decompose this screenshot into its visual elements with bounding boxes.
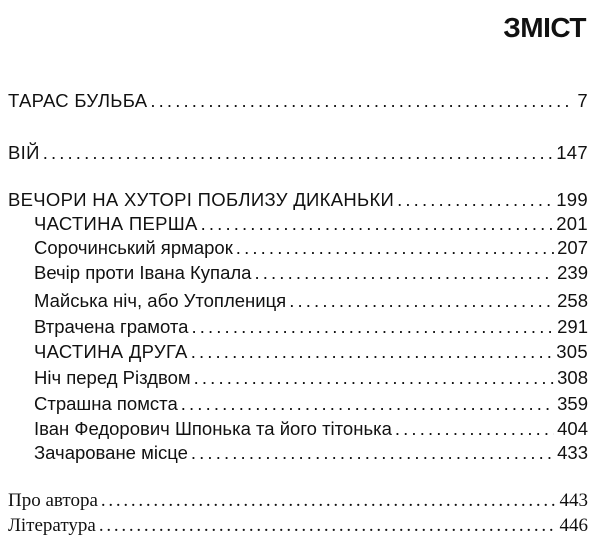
leader-dots [191, 316, 554, 338]
toc-entry-label: ЧАСТИНА ДРУГА [34, 341, 188, 362]
toc-entry-page: 305 [556, 341, 588, 362]
leader-dots [181, 393, 554, 415]
leader-dots [191, 442, 554, 464]
toc-entry-page: 258 [557, 290, 588, 311]
toc-entry-page: 291 [557, 316, 588, 337]
toc-entry-page: 446 [559, 515, 588, 536]
toc-title: ЗМІСТ [503, 12, 586, 43]
toc-entry-label: Іван Федорович Шпонька та його тітонька [34, 418, 392, 439]
toc-entry-nich-pered-rizdvom[interactable] [34, 367, 588, 389]
toc-entry-viy[interactable] [8, 142, 588, 164]
toc-entry-label: Майська ніч, або Утоплениця [34, 290, 287, 311]
leader-dots [201, 213, 554, 235]
toc-entry-shponka[interactable] [34, 418, 588, 440]
leader-dots [194, 367, 555, 389]
toc-entry-vtrachena-hramota[interactable] [34, 316, 588, 338]
toc-entry-label: Втрачена грамота [34, 316, 189, 337]
toc-entry-label: Література [8, 515, 96, 536]
leader-dots [43, 142, 554, 164]
toc-entry-vechir-kupala[interactable] [34, 262, 588, 284]
leader-dots [236, 237, 554, 259]
leader-dots [101, 490, 557, 512]
toc-entry-taras-bulba[interactable] [8, 90, 588, 112]
toc-entry-sorochynskyi[interactable] [34, 237, 588, 259]
toc-entry-label: Зачароване місце [34, 442, 188, 463]
leader-dots [289, 290, 554, 312]
toc-entry-literatura[interactable] [8, 515, 588, 537]
toc-entry-part-two[interactable] [34, 341, 588, 363]
leader-dots [99, 515, 557, 537]
toc-entry-vechory[interactable] [8, 189, 588, 211]
toc-entry-zacharovane-mistse[interactable] [34, 442, 588, 464]
toc-entry-strashna-pomsta[interactable] [34, 393, 588, 415]
toc-entry-label: ЧАСТИНА ПЕРША [34, 213, 198, 234]
toc-entry-maiska-nich[interactable] [34, 290, 588, 312]
toc-entry-page: 199 [556, 189, 588, 210]
toc-entry-page: 7 [577, 90, 588, 111]
toc-entry-label: Сорочинський ярмарок [34, 237, 233, 258]
toc-entry-part-one[interactable] [34, 213, 588, 235]
toc-entry-label: ВІЙ [8, 142, 40, 163]
toc-entry-page: 443 [559, 490, 588, 511]
toc-entry-page: 308 [557, 367, 588, 388]
toc-entry-page: 207 [557, 237, 588, 258]
leader-dots [397, 189, 553, 211]
leader-dots [395, 418, 554, 440]
leader-dots [150, 90, 574, 112]
toc-entry-page: 201 [556, 213, 588, 234]
toc-entry-pro-avtora[interactable] [8, 490, 588, 512]
toc-entry-page: 239 [557, 262, 588, 283]
toc-entry-page: 404 [557, 418, 588, 439]
toc-entry-label: Ніч перед Різдвом [34, 367, 191, 388]
toc-entry-label: Страшна помста [34, 393, 178, 414]
toc-entry-label: ВЕЧОРИ НА ХУТОРІ ПОБЛИЗУ ДИКАНЬКИ [8, 189, 395, 210]
toc-entry-page: 147 [556, 142, 588, 163]
toc-entry-label: ТАРАС БУЛЬБА [8, 90, 148, 111]
toc-entry-label: Вечір проти Івана Купала [34, 262, 252, 283]
toc-entry-page: 433 [557, 442, 588, 463]
leader-dots [191, 341, 554, 363]
leader-dots [254, 262, 554, 284]
toc-entry-label: Про автора [8, 490, 98, 511]
toc-entry-page: 359 [557, 393, 588, 414]
